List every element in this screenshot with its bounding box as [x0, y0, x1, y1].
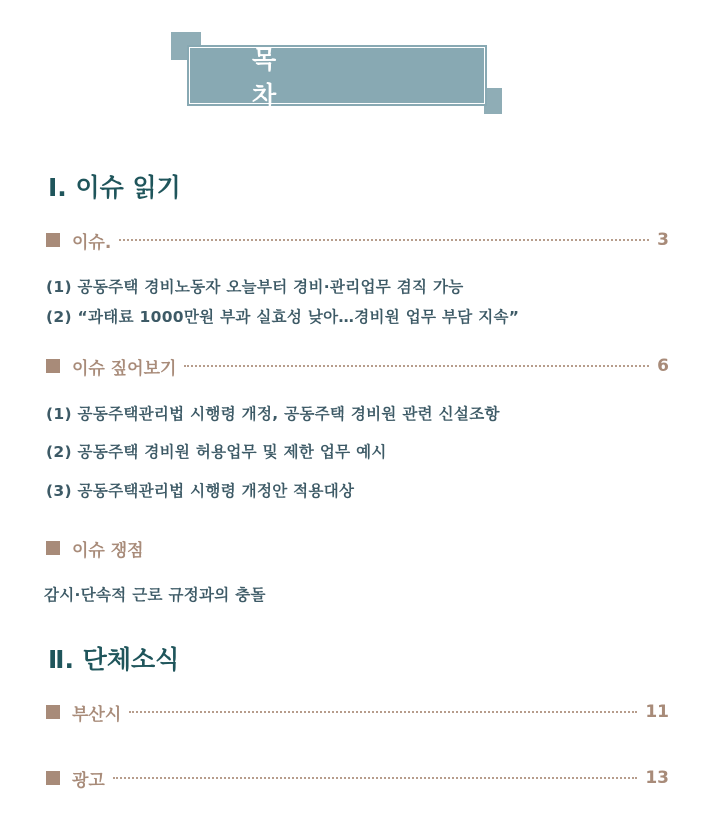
toc-entry-advertisement[interactable] [46, 766, 669, 790]
dotted-leader [184, 365, 649, 367]
toc-sub-item[interactable]: 감시·단속적 근로 규정과의 충돌 [44, 586, 266, 604]
toc-page-number: 3 [657, 230, 669, 250]
toc-sub-item[interactable]: (3) 공동주택관리법 시행령 개정안 적용대상 [46, 482, 355, 500]
toc-sub-item[interactable]: (1) 공동주택관리법 시행령 개정, 공동주택 경비원 관련 신설조항 [46, 405, 500, 423]
square-bullet-icon [46, 233, 60, 247]
toc-sub-item[interactable]: (2) 공동주택 경비원 허용업무 및 제한 업무 예시 [46, 443, 387, 461]
toc-entry-issue-review[interactable] [46, 354, 669, 378]
section-heading-group-news: Ⅱ. 단체소식 [48, 645, 180, 674]
dotted-leader [113, 777, 637, 779]
square-bullet-icon [46, 771, 60, 785]
page-title: 목 차 [252, 44, 339, 110]
toc-entry-issue[interactable] [46, 228, 669, 252]
section-heading-issue-reading: Ⅰ. 이슈 읽기 [48, 173, 181, 202]
title-banner [189, 44, 485, 110]
toc-page-number: 13 [645, 768, 669, 788]
square-bullet-icon [46, 359, 60, 373]
toc-entry-label: 이슈 쟁점 [72, 540, 144, 561]
dotted-leader [119, 239, 649, 241]
toc-entry-label: 광고 [72, 770, 105, 791]
square-bullet-icon [46, 705, 60, 719]
toc-sub-item[interactable]: (2) “과태료 1000만원 부과 실효성 낮아…경비원 업무 부담 지속” [46, 308, 520, 326]
toc-page-number: 6 [657, 356, 669, 376]
toc-entry-issue-dispute[interactable] [46, 536, 144, 560]
title-decoration-bottom-right [484, 88, 502, 114]
toc-page-number: 11 [645, 702, 669, 722]
dotted-leader [129, 711, 637, 713]
toc-entry-label: 부산시 [72, 704, 122, 725]
toc-entry-label: 이슈 짚어보기 [72, 358, 177, 379]
toc-sub-item[interactable]: (1) 공동주택 경비노동자 오늘부터 경비·관리업무 겸직 가능 [46, 278, 464, 296]
square-bullet-icon [46, 541, 60, 555]
toc-entry-busan[interactable] [46, 700, 669, 724]
toc-entry-label: 이슈. [72, 232, 112, 253]
